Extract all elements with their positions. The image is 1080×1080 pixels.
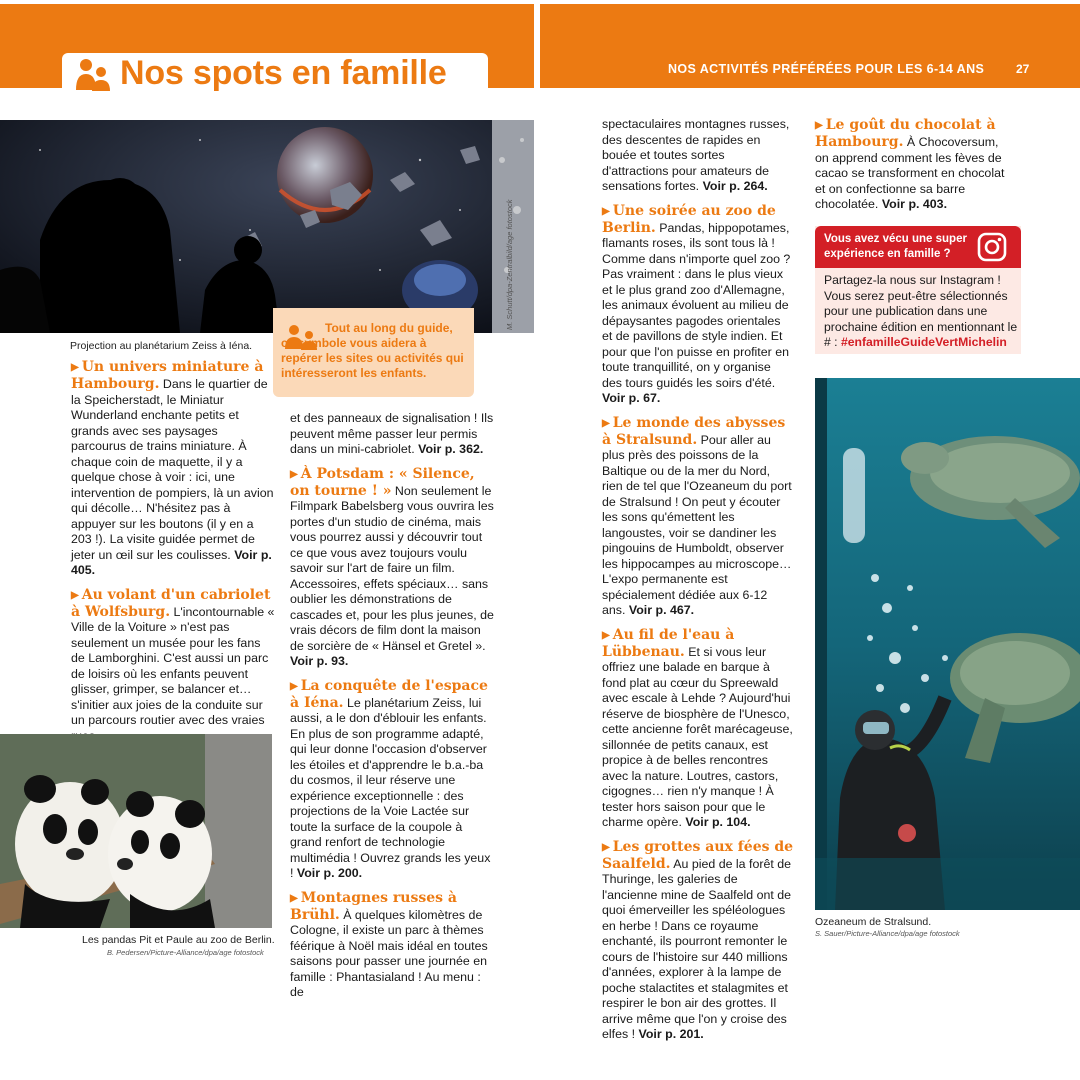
section-heading: ▶ Le goût du chocolat à Hambourg. (815, 117, 996, 150)
section-lubbenau (602, 627, 794, 831)
callout-text: Tout au long du guide, ce symbole vous aidera à repérer les sites ou activités qui intéresseront les enfants. (281, 321, 464, 380)
pandas-credit: B. Pedersen/Picture-Alliance/dpa/age fotostock (107, 948, 264, 957)
section-potsdam (290, 466, 494, 670)
section-heading: ▶ Au volant d'un cabriolet à Wolfsburg. (71, 586, 271, 620)
section-bruhl (290, 890, 494, 1001)
section-wolfsburg (71, 587, 275, 745)
section-berlin-zoo (602, 203, 794, 407)
triangle-bullet-icon: ▶ (602, 417, 610, 429)
section-heading: ▶ À Potsdam : « Silence, on tourne ! » (290, 465, 475, 499)
pandas-caption: Les pandas Pit et Paule au zoo de Berlin. (82, 934, 275, 946)
instagram-hashtag: #enfamilleGuideVertMichelin (840, 335, 1007, 349)
aquarium-photo (815, 378, 1080, 910)
triangle-bullet-icon: ▶ (602, 629, 610, 641)
triangle-bullet-icon: ▶ (290, 680, 298, 692)
section-heading: ▶ Le monde des abysses à Stralsund. (602, 414, 786, 448)
section-body: Pour aller au plus près des poissons de la Baltique ou de la mer du Nord, rien de tel que l'Ozeaneum du port de Stralsund ! On peut y écouter les sons qu'émettent les langoustes, voir se dandiner les pingouins de Humboldt, observer les hippocampes au microscope… L'expo permanente est spécialement dédiée aux 6-12 ans. (602, 432, 792, 617)
page-reference: Voir p. 403. (881, 197, 948, 211)
instagram-title: Vous avez vécu une super expérience en famille ? (824, 233, 967, 260)
instagram-icon (977, 232, 1007, 262)
section-body: Pandas, hippopotames, flamants roses, ils sont tous là ! Comme dans n'importe quel zoo ? Pas vraiment : dans le plus vieux et le plus grand zoo d'Allemagne, les animaux évoluent au milieu de dépaysantes pagodes orientales et de pavillons de style indien. Et pour que l'on puisse en profiter en toute tranquillité, on y organise des tours guidés les soirs d'été. (602, 220, 791, 390)
page-reference: Voir p. 200. (296, 866, 363, 880)
text-column-3 (602, 117, 794, 1051)
section-heading: ▶ Au fil de l'eau à Lübbenau. (602, 626, 735, 660)
page-reference: Voir p. 405. (71, 547, 272, 577)
page-number: 27 (1016, 62, 1030, 76)
section-wolfsburg-continued: et des panneaux de signalisation ! Ils peuvent même passer leur permis dans un mini-cabriolet. Voir p. 362. (290, 411, 494, 456)
section-heading: ▶ Une soirée au zoo de Berlin. (602, 202, 776, 236)
page-reference: Voir p. 467. (628, 603, 695, 617)
text-column-4 (815, 117, 1015, 221)
page-gutter (534, 0, 540, 1080)
page-reference: Voir p. 201. (638, 1027, 704, 1041)
instagram-header (815, 226, 1021, 268)
section-body: Et si vous leur offriez une balade en barque à fond plat au cœur du Spreewald avec escale à Lehde ? Aujourd'hui réserve de biosphère de l'Unesco, cette ancienne forêt marécageuse, sillonnée de petits canaux, est propice à de belles rencontres avec la nature. Loutres, castors, cigognes… rien n'y manque ! À tester hors saison pour que le charme opère. (602, 644, 793, 829)
section-body: L'incontournable « Ville de la Voiture » n'est pas seulement un musée pour les fans de Lamborghini. C'est aussi un parc de loisirs où les enfants peuvent glisser, grimper, se balancer et… s'initier aux joies de la conduite sur un parcours routier avec des vraies (71, 604, 275, 727)
section-iena (290, 678, 494, 882)
triangle-bullet-icon: ▶ (71, 362, 79, 373)
section-stralsund (602, 415, 794, 619)
aquarium-caption: Ozeaneum de Stralsund. (815, 916, 932, 928)
aquarium-credit: S. Sauer/Picture-Alliance/dpa/age fotostock (815, 929, 960, 938)
section-hambourg-miniature (71, 359, 275, 579)
page-reference: Voir p. 67. (602, 391, 661, 405)
triangle-bullet-icon: ▶ (290, 892, 298, 904)
page-reference: Voir p. 93. (290, 654, 349, 668)
section-body: Dans le quartier de la Speicherstadt, le Miniatur Wunderland enchante petits et grands avec ses paysages parcourus de trains miniature. À chaque coin de maquette, il y a quelque chose à voir : ici, une intervention de pompiers, là un avion qui décolle… N'hésitez pas à appuyer sur les boutons (il y en a 203 !). La visite guidée permet de jeter un œil sur les coulisses. (71, 377, 274, 562)
triangle-bullet-icon: ▶ (602, 841, 610, 853)
page-reference: Voir p. 264. (702, 179, 768, 193)
section-heading: ▶ Un univers miniature à Hambourg. (71, 359, 264, 392)
triangle-bullet-icon: ▶ (815, 120, 823, 131)
triangle-bullet-icon: ▶ (71, 589, 79, 601)
section-chocolat (815, 117, 1015, 213)
family-symbol-callout (273, 308, 474, 397)
instagram-body: Partagez-la nous sur Instagram ! Vous serez peut-être sélectionnés pour une publication dans une prochaine édition en mentionnant le # : #enfamilleGuideVertMichelin (824, 273, 1018, 349)
family-icon (76, 58, 112, 92)
triangle-bullet-icon: ▶ (602, 205, 610, 217)
planetarium-credit: M. Schutt/dpa-Zentralbild/age fotostock (505, 199, 514, 330)
section-body: À Chocoversum, on apprend comment les fèves de cacao se transforment en chocolat et on confectionne sa barre chocolatée. (815, 135, 1005, 211)
section-heading: ▶ La conquête de l'espace à Iéna. (290, 677, 488, 711)
text-column-2 (290, 411, 494, 1009)
planetarium-caption: Projection au planétarium Zeiss à Iéna. (70, 340, 253, 352)
section-heading: ▶ Les grottes aux fées de Saalfeld. (602, 838, 794, 872)
text-column-1 (71, 359, 275, 752)
page-title: Nos spots en famille (120, 54, 447, 92)
running-head: NOS ACTIVITÉS PRÉFÉRÉES POUR LES 6-14 ANS (668, 62, 985, 76)
page-reference: Voir p. 362. (418, 442, 484, 456)
page-reference: Voir p. 104. (685, 815, 751, 829)
section-bruhl-continued: spectaculaires montagnes russes, des descentes de rapides en bouée et toutes sortes d'attractions pour amateurs de sensations fortes. Voir p. 264. (602, 117, 790, 193)
section-body: À quelques kilomètres de Cologne, il existe un parc à thèmes féérique à Noël mais idéal en toutes saisons pour passer une journée en famille : Phantasialand ! Au menu : de (290, 907, 488, 999)
instagram-box (815, 226, 1021, 354)
section-saalfeld (602, 839, 794, 1043)
section-body: Le planétarium Zeiss, lui aussi, a le don d'éblouir les enfants. En plus de son programme adapté, qui leur donne l'occasion d'observer les étoiles et d'apprendre le b.a.-ba du cosmos, il leur réserve une expérience exceptionnelle : des projections de la Voie Lactée sur toute la surface de la coupole à grand renfort de technologie multimédia ! Ouvrez grands les yeux ! (290, 695, 491, 880)
title-box (62, 53, 488, 99)
triangle-bullet-icon: ▶ (290, 468, 298, 480)
pandas-photo (0, 734, 272, 928)
section-body: Au pied de la forêt de Thuringe, les galeries de l'ancienne mine de Saalfeld ont de quoi émerveiller les spéléologues en herbe ! Dans ce royaume enchanté, ils pourront remonter le cours de l'histoire sur 440 millions d'années, explorer à la lampe de poche stalactites et stalagmites et respirer le bon air des grottes. Il arrive même que l'on y croise des elfes ! (602, 856, 792, 1041)
section-body: Non seulement le Filmpark Babelsberg vous ouvrira les portes d'un studio de cinéma, mais vous pourrez aussi y découvrir tout ce que vous avez toujours voulu savoir sur l'art de faire un film. Accessoires, effets spéciaux… sans oublier les démonstrations de cascades et, pour les plus jeunes, de vrais décors de film dont la maison de sorcière de « Hänsel et Gretel ». (290, 483, 494, 653)
planetarium-photo (0, 120, 492, 333)
section-heading: ▶ Montagnes russes à Brühl. (290, 889, 457, 923)
